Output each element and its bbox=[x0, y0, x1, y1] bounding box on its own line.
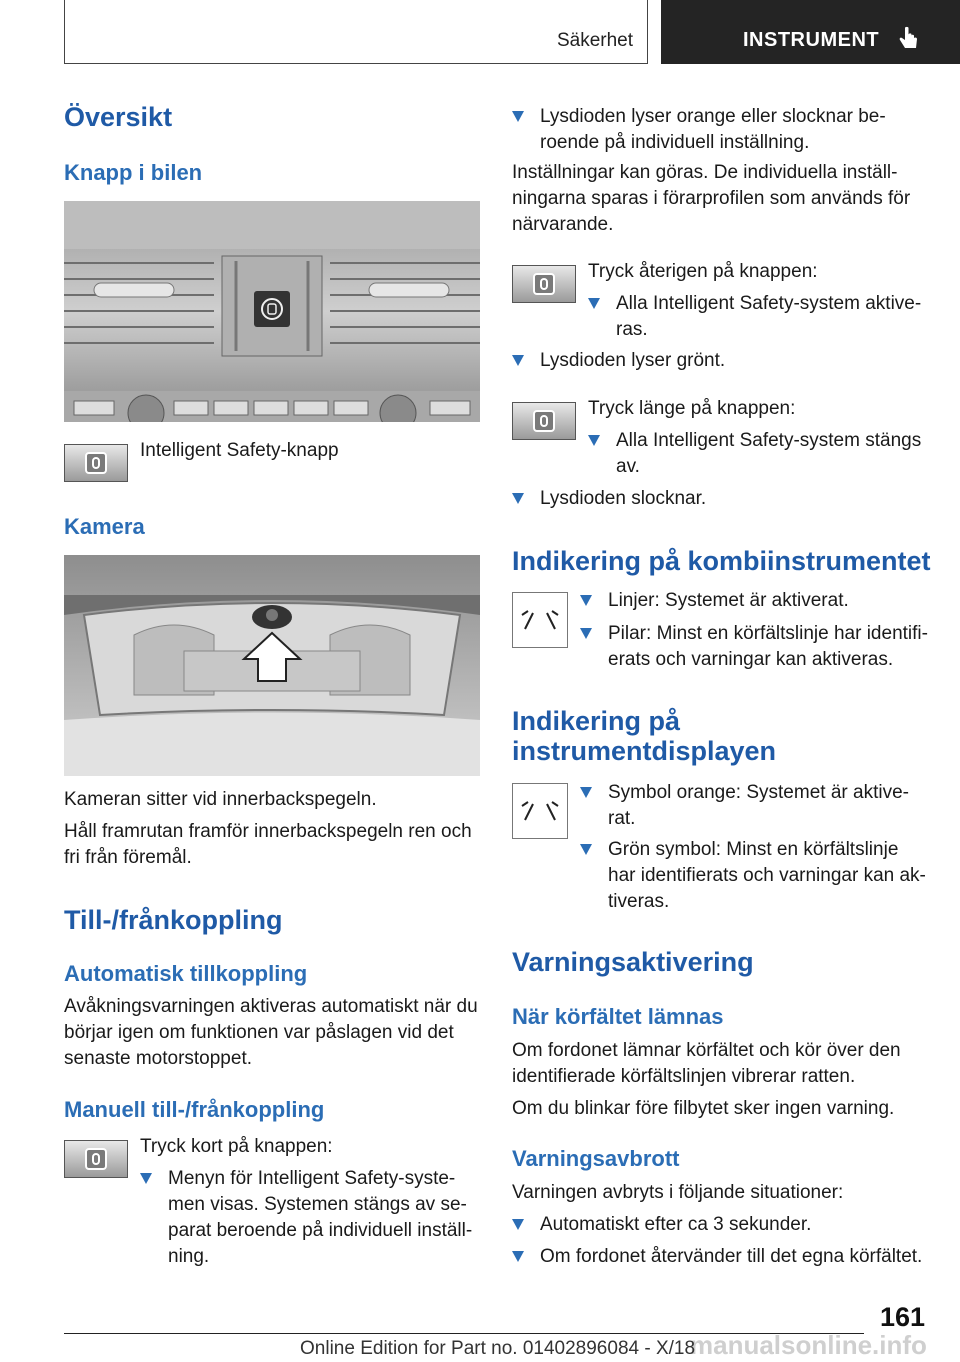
list-item: Pilar: Minst en körfältslinje har identifi-erats och varningar kan aktiveras. bbox=[580, 621, 930, 673]
leaving-lane-text: Om fordonet lämnar körfältet och kör över den identifierade körfältslinjen vibrerar ratten. bbox=[512, 1040, 901, 1087]
bullet-triangle-icon bbox=[512, 111, 524, 122]
bullet-triangle-icon bbox=[580, 787, 592, 798]
cluster-indication-title: Indikering på kombiinstrumentet bbox=[512, 546, 931, 576]
header-chapter-label: INSTRUMENT bbox=[743, 29, 880, 51]
warning-activation-title: Varningsaktivering bbox=[512, 947, 754, 977]
settings-text: Inställningar kan göras. De individuella inställ-ningarna sparas i förarprofilen som används för närvarande. bbox=[512, 162, 911, 235]
bullet-triangle-icon bbox=[512, 1251, 524, 1262]
auto-on-text: Avåkningsvarningen aktiveras automatiskt när du börjar igen om funktionen var påslagen vid det senaste motorstoppet. bbox=[64, 996, 478, 1069]
intelligent-safety-button-icon bbox=[512, 402, 576, 440]
warning-interrupt-heading: Varningsavbrott bbox=[512, 1146, 680, 1171]
pointing-hand-icon bbox=[896, 26, 920, 52]
bullet-triangle-icon bbox=[512, 355, 524, 366]
intelligent-safety-button-icon bbox=[64, 1140, 128, 1178]
press-again-text: Tryck återigen på knappen: bbox=[588, 261, 818, 282]
list-item: Lysdioden lyser orange eller slocknar be-roende på individuell inställning. bbox=[512, 104, 928, 156]
camera-heading: Kamera bbox=[64, 514, 145, 539]
list-item: Lysdioden slocknar. bbox=[512, 486, 928, 512]
bullet-triangle-icon bbox=[588, 298, 600, 309]
press-long-text: Tryck länge på knappen: bbox=[588, 398, 796, 419]
list-item: Menyn för Intelligent Safety-syste-men visas. Systemen stängs av se-parat beroende på individuell inställ-ning. bbox=[140, 1166, 480, 1270]
leaving-lane-heading: När körfältet lämnas bbox=[512, 1004, 724, 1029]
indicator-text: Om du blinkar före filbytet sker ingen varning. bbox=[512, 1098, 895, 1119]
display-indication-title-line2: instrumentdisplayen bbox=[512, 736, 777, 766]
intelligent-safety-button-icon bbox=[64, 444, 128, 482]
manual-toggle-heading: Manuell till-/frånkoppling bbox=[64, 1097, 325, 1122]
auto-on-heading: Automatisk tillkoppling bbox=[64, 961, 308, 986]
warning-interrupt-text: Varningen avbryts i följande situationer: bbox=[512, 1182, 844, 1203]
dashboard-button-photo bbox=[64, 201, 480, 422]
list-item: Symbol orange: Systemet är aktive-rat. bbox=[580, 780, 930, 832]
header-section-label: Säkerhet bbox=[556, 30, 633, 51]
bullet-triangle-icon bbox=[140, 1173, 152, 1184]
list-item: Alla Intelligent Safety-system stängs av. bbox=[588, 428, 928, 480]
bullet-triangle-icon bbox=[580, 844, 592, 855]
lane-marking-icon bbox=[512, 592, 568, 648]
list-item: Lysdioden lyser grönt. bbox=[512, 348, 928, 374]
camera-location-photo bbox=[64, 555, 480, 776]
header-section-box bbox=[64, 0, 648, 64]
lane-marking-icon bbox=[512, 783, 568, 839]
list-item: Automatiskt efter ca 3 sekunder. bbox=[512, 1212, 928, 1238]
list-item: Om fordonet återvänder till det egna körfältet. bbox=[512, 1244, 942, 1270]
intelligent-safety-button-icon bbox=[512, 265, 576, 303]
button-caption: Intelligent Safety-knapp bbox=[140, 440, 339, 461]
bullet-triangle-icon bbox=[512, 493, 524, 504]
display-indication-title-line1: Indikering på bbox=[512, 706, 681, 736]
watermark: manualsonline.info bbox=[690, 1330, 927, 1360]
camera-clean-text: Håll framrutan framför innerbackspegeln ren och fri från föremål. bbox=[64, 821, 472, 868]
page-number: 161 bbox=[880, 1302, 926, 1332]
overview-title: Översikt bbox=[64, 102, 173, 132]
header-chapter-tab[interactable] bbox=[661, 0, 960, 64]
list-item: Linjer: Systemet är aktiverat. bbox=[580, 588, 930, 614]
bullet-triangle-icon bbox=[512, 1219, 524, 1230]
list-item: Grön symbol: Minst en körfältslinje har identifierats och varningar kan ak-tiveras. bbox=[580, 837, 930, 915]
bullet-triangle-icon bbox=[580, 595, 592, 606]
button-in-car-heading: Knapp i bilen bbox=[64, 160, 203, 185]
press-short-text: Tryck kort på knappen: bbox=[140, 1136, 333, 1157]
edition-text: Online Edition for Part no. 01402896084 - X/18 bbox=[300, 1338, 696, 1359]
list-item: Alla Intelligent Safety-system aktive-ras. bbox=[588, 291, 928, 343]
bullet-triangle-icon bbox=[580, 628, 592, 639]
camera-location-text: Kameran sitter vid innerbackspegeln. bbox=[64, 789, 377, 810]
bullet-triangle-icon bbox=[588, 435, 600, 446]
toggle-title: Till-/frånkoppling bbox=[64, 905, 283, 935]
